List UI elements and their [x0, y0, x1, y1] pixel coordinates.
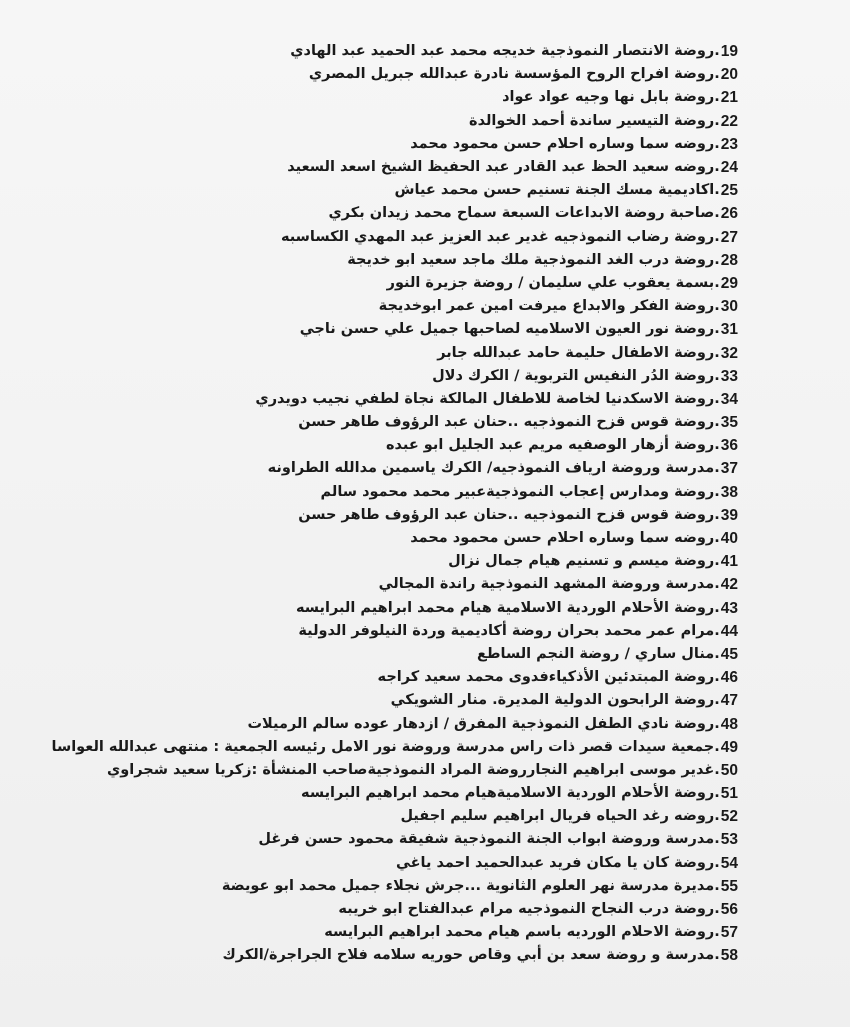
item-number: 26 [720, 205, 738, 223]
list-item [148, 318, 738, 341]
list-item [148, 527, 738, 550]
item-text: .روضة الأحلام الوردية الاسلامية هيام محمد ابراهيم البرايسه [295, 599, 720, 616]
list-item [148, 179, 738, 202]
item-text: .روضه رغد الحياه فريال ابراهيم سليم اجفيل [400, 808, 720, 825]
item-text: .روضة افراح الروح المؤسسة نادرة عبدالله جبريل المصري [308, 66, 720, 83]
item-text: .روضة نور العيون الاسلاميه لصاحبها جميل علي حسن ناجي [299, 321, 720, 338]
item-number: 58 [720, 947, 738, 965]
list-item [148, 597, 738, 620]
list-item [148, 944, 738, 967]
item-text: .روضة ومدارس إعجاب النموذجيةعبير محمد محمود سالم [320, 483, 720, 500]
item-text: .اكاديمية مسك الجنة تسنيم حسن محمد عياش [394, 182, 720, 199]
item-text: .بسمة يعقوب علي سليمان / روضة جزيرة النور [386, 274, 720, 291]
item-text: .روضه سعيد الحظ عبد القادر عبد الحفيظ الشيخ اسعد السعيد [287, 159, 720, 176]
item-text: .مدرسة وروضة ارياف النموذجيه/ الكرك ياسمين مدالله الطراونه [267, 460, 720, 477]
item-text: .مرام عمر محمد بحران روضة أكاديمية وردة النيلوفر الدولية [298, 622, 720, 639]
list-item [148, 40, 738, 63]
list-item [148, 875, 738, 898]
item-number: 32 [720, 344, 738, 362]
item-number: 46 [720, 669, 738, 687]
list-item [148, 921, 738, 944]
list-item [148, 712, 738, 735]
item-text: .روضة الدُر النفيس التربوية / الكرك دلال [432, 367, 720, 384]
item-text: .روضة الانتصار النموذجية خديجه محمد عبد الحميد عبد الهادي [290, 43, 720, 60]
item-number: 45 [720, 645, 738, 663]
item-text: .روضة التيسير ساندة أحمد الخوالدة [469, 112, 720, 129]
item-number: 42 [720, 576, 738, 594]
list-item [148, 411, 738, 434]
kindergarten-list [51, 40, 738, 968]
item-text: .روضة ميسم و تسنيم هيام جمال نزال [448, 553, 720, 570]
list-item [148, 434, 738, 457]
item-text: .جمعية سيدات قصر ذات راس مدرسة وروضة نور الامل رئيسه الجمعية : منتهى عبدالله العواسا [51, 738, 720, 755]
list-item [148, 63, 738, 86]
list-item [148, 504, 738, 527]
item-number: 38 [720, 483, 738, 501]
item-number: 25 [720, 182, 738, 200]
item-text: .مدرسة وروضة ابواب الجنة النموذجية شفيقة محمود حسن فرغل [258, 831, 720, 848]
item-number: 27 [720, 228, 738, 246]
item-text: .روضة الأحلام الوردية الاسلاميةهيام محمد ابراهيم البرايسه [301, 785, 720, 802]
item-number: 43 [720, 599, 738, 617]
item-number: 30 [720, 298, 738, 316]
item-number: 39 [720, 506, 738, 524]
item-number: 57 [720, 924, 738, 942]
item-number: 56 [720, 901, 738, 919]
list-item [148, 828, 738, 851]
item-text: .روضة أزهار الوصفيه مريم عبد الجليل ابو عبده [385, 437, 720, 454]
item-text: .مدرسة وروضة المشهد النموذجية راندة المجالي [378, 576, 720, 593]
item-text: .روضة قوس قزح النموذجيه ..حنان عبد الرؤوف طاهر حسن [298, 414, 720, 431]
item-number: 34 [720, 390, 738, 408]
item-text: .مديرة مدرسة نهر العلوم الثانوية ...جرش نجلاء جميل محمد ابو عويضة [221, 877, 720, 894]
item-number: 52 [720, 808, 738, 826]
item-text: .غدير موسى ابراهيم النجارروضة المراد النموذجيةصاحب المنشأة :زكريا سعيد شجراوي [106, 761, 720, 778]
list-item [148, 388, 738, 411]
item-number: 47 [720, 692, 738, 710]
item-number: 23 [720, 135, 738, 153]
list-item [106, 759, 738, 782]
list-item [148, 202, 738, 225]
list-item [51, 736, 738, 759]
item-text: .روضة الفكر والابداع ميرفت امين عمر ابوخديجة [378, 298, 720, 315]
item-text: .صاحبة روضة الابداعات السبعة سماح محمد زيدان بكري [328, 205, 720, 222]
list-item [148, 226, 738, 249]
item-text: .روضة الرابحون الدولية المديرة. منار الشويكي [390, 692, 720, 709]
item-text: .روضة كان يا مكان فريد عبدالحميد احمد ياغي [395, 854, 720, 871]
list-item [148, 272, 738, 295]
item-number: 50 [720, 761, 738, 779]
item-text: .روضة درب الغد النموذجية ملك ماجد سعيد ابو خديجة [347, 251, 720, 268]
item-number: 44 [720, 622, 738, 640]
list-item [148, 295, 738, 318]
item-number: 28 [720, 251, 738, 269]
item-number: 35 [720, 414, 738, 432]
item-text: .روضة درب النجاح النموذجيه مرام عبدالفتاح ابو خريبه [338, 901, 720, 918]
list-item [148, 550, 738, 573]
item-number: 21 [720, 89, 738, 107]
list-item [148, 133, 738, 156]
list-item [148, 156, 738, 179]
item-number: 37 [720, 460, 738, 478]
item-number: 29 [720, 274, 738, 292]
item-number: 55 [720, 877, 738, 895]
list-item [148, 481, 738, 504]
item-number: 49 [720, 738, 738, 756]
item-number: 54 [720, 854, 738, 872]
item-text: .روضة المبتدئين الأذكياءفدوى محمد سعيد كراجه [377, 669, 720, 686]
item-text: .روضة قوس قزح النموذجيه ..حنان عبد الرؤوف طاهر حسن [298, 506, 720, 523]
list-item [148, 341, 738, 364]
item-number: 31 [720, 321, 738, 339]
list-item [148, 110, 738, 133]
item-text: .روضة الاحلام الورديه باسم هيام محمد ابراهيم البرايسه [324, 924, 720, 941]
item-text: .منال ساري / روضة النجم الساطع [476, 645, 720, 662]
item-number: 51 [720, 785, 738, 803]
item-number: 41 [720, 553, 738, 571]
list-item [148, 249, 738, 272]
item-number: 53 [720, 831, 738, 849]
item-text: .روضة رضاب النموذجيه غدير عبد العزيز عبد المهدي الكساسبه [280, 228, 720, 245]
item-number: 40 [720, 530, 738, 548]
list-item [148, 852, 738, 875]
list-item [148, 689, 738, 712]
item-number: 36 [720, 437, 738, 455]
item-number: 48 [720, 715, 738, 733]
list-item [148, 573, 738, 596]
item-number: 24 [720, 159, 738, 177]
list-item [148, 86, 738, 109]
list-item [148, 643, 738, 666]
item-number: 20 [720, 66, 738, 84]
item-number: 22 [720, 112, 738, 130]
list-item [148, 365, 738, 388]
list-item [148, 620, 738, 643]
item-text: .روضه سما وساره احلام حسن محمود محمد [410, 530, 720, 547]
list-item [148, 805, 738, 828]
item-text: .روضة بابل نها وجيه عواد عواد [502, 89, 720, 106]
list-item [148, 457, 738, 480]
item-text: .روضة الاطفال حليمة حامد عبدالله جابر [437, 344, 720, 361]
item-text: .روضه سما وساره احلام حسن محمود محمد [410, 135, 720, 152]
list-item [148, 666, 738, 689]
item-text: .روضة الاسكدنيا لخاصة للاطفال المالكة نجاة لطفي نجيب دويدري [255, 390, 720, 407]
item-text: .روضة نادي الطفل النموذجية المفرق / ازدهار عوده سالم الرميلات [247, 715, 720, 732]
item-number: 33 [720, 367, 738, 385]
list-item [148, 898, 738, 921]
item-number: 19 [720, 43, 738, 61]
item-text: .مدرسة و روضة سعد بن أبي وقاص حوريه سلامه فلاح الجراجرة/الكرك [222, 947, 720, 964]
list-item [148, 782, 738, 805]
